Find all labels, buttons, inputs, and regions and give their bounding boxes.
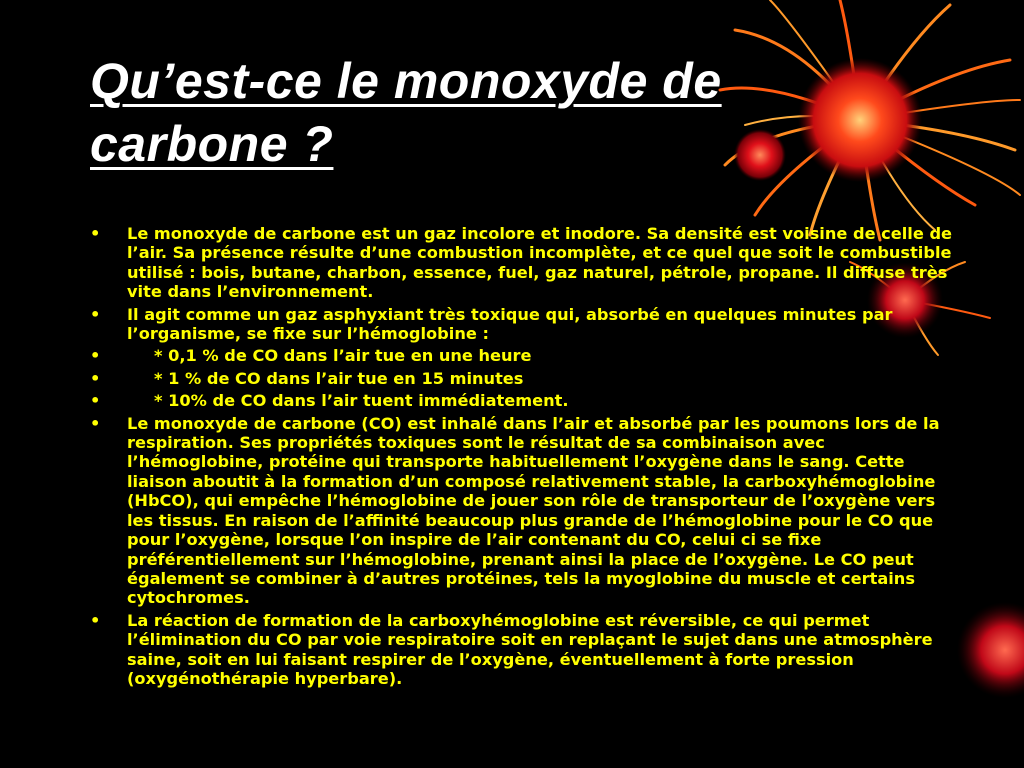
bullet-list	[90, 224, 960, 691]
bullet-marker: •	[90, 413, 101, 433]
list-item	[90, 611, 960, 689]
list-item	[90, 391, 960, 410]
bullet-marker: •	[90, 346, 101, 366]
bullet-text: Le monoxyde de carbone est un gaz incolore et inodore. Sa densité est voisine de celle de l’air. Sa présence résulte d’une combustion incomplète, et ce quel que soit le combustible utilisé : bois, butane, charbon, essence, fuel, gaz naturel, pétrole, propane. Il diffuse très vite dans l’environnement.	[127, 224, 953, 302]
list-item	[90, 369, 960, 388]
bullet-marker: •	[90, 304, 101, 324]
bullet-marker: •	[90, 391, 101, 411]
list-item	[90, 346, 960, 365]
firework-glow	[957, 602, 1024, 698]
bullet-text: Le monoxyde de carbone (CO) est inhalé dans l’air et absorbé par les poumons lors de la respiration. Ses propriétés toxiques sont le résultat de sa combinaison avec l’hémoglobine, protéine qui transporte habituellement l’oxygène dans le sang. Cette liaison aboutit à la formation d’un composé relativement stable, la carboxyhémoglobine (HbCO), qui empêche l’hémoglobine de jouer son rôle de transporteur de l’oxygène vers les tissus. En raison de l’affinité beaucoup plus grande de l’hémoglobine pour le CO que pour l’oxygène, lorsque l’on inspire de l’air contenant du CO, celui ci se fixe préférentiellement sur l’hémoglobine, prenant ainsi la place de l’oxygène. Le CO peut également se combiner à d’autres protéines, tels la myoglobine du muscle et certains cytochromes.	[127, 413, 940, 608]
bullet-text: * 10% de CO dans l’air tuent immédiatement.	[154, 391, 569, 411]
slide-title: Qu’est-ce le monoxyde de carbone ?	[90, 53, 722, 172]
bullet-marker: •	[90, 224, 101, 243]
list-item	[90, 305, 960, 344]
list-item	[90, 414, 960, 608]
list-item	[90, 224, 960, 302]
bullet-text: Il agit comme un gaz asphyxiant très toxique qui, absorbé en quelques minutes par l’organisme, se fixe sur l’hémoglobine :	[127, 304, 893, 344]
bullet-marker: •	[90, 610, 101, 630]
bullet-text: * 1 % de CO dans l’air tue en 15 minutes	[154, 368, 524, 388]
bullet-text: La réaction de formation de la carboxyhémoglobine est réversible, ce qui permet l’élimination du CO par voie respiratoire soit en replaçant le sujet dans une atmosphère saine, soit en lui faisant respirer de l’oxygène, éventuellement à forte pression (oxygénothérapie hyperbare).	[127, 610, 933, 688]
bullet-marker: •	[90, 368, 101, 388]
bullet-text: * 0,1 % de CO dans l’air tue en une heure	[154, 346, 532, 366]
